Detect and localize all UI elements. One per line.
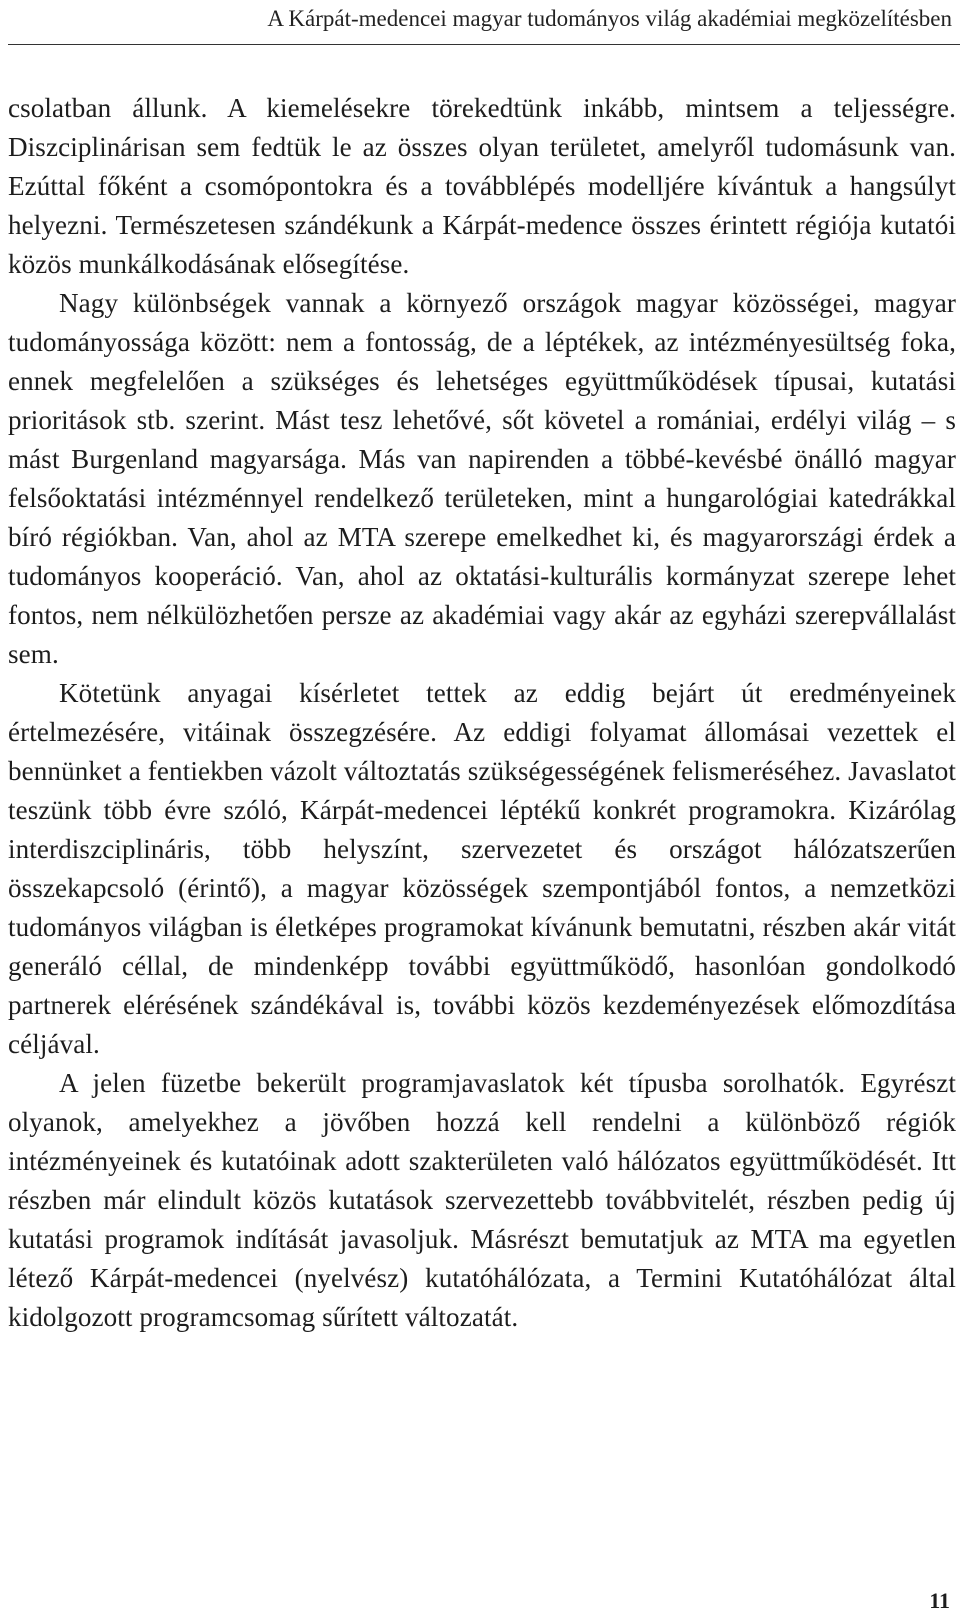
header-rule [8, 44, 960, 45]
paragraph-continued: csolatban állunk. A kiemelésekre törekedtünk inkább, mintsem a teljességre. Diszciplinárisan sem fedtük le az összes olyan területet, amelyről tudomásunk van. Ezúttal főként a csomópontokra és a továbblépés modelljére kívántuk a hangsúlyt helyezni. Természetesen szándékunk a Kárpát-medence összes érintett régiója kutatói közös munkálkodásának elősegítése. [8, 93, 956, 279]
page-number: 11 [929, 1588, 950, 1613]
body-text [8, 89, 956, 1337]
paragraph: Kötetünk anyagai kísérletet tettek az eddig bejárt út eredményeinek értelmezésére, vitáinak összegzésére. Az eddigi folyamat állomásai vezettek el bennünket a fentiekben vázolt változtatás szükségességének felismeréséhez. Javaslatot teszünk több évre szóló, Kárpát-medencei léptékű konkrét programokra. Kizárólag interdiszciplináris, több helyszínt, szervezetet és országot hálózatszerűen összekapcsoló (érintő), a magyar közösségek szempontjából fontos, a nemzetközi tudományos világban is életképes programokat kívánunk bemutatni, részben akár vitát generáló céllal, de mindenképp további együttműködő, hasonlóan gondolkodó partnerek elérésének szándékával is, további közös kezdeményezések előmozdítása céljával. [8, 678, 956, 1059]
paragraph: Nagy különbségek vannak a környező országok magyar közösségei, magyar tudományossága között: nem a fontosság, de a léptékek, az intézményesültség foka, ennek megfelelően a szükséges és lehetséges együttműködések típusai, kutatási prioritások stb. szerint. Mást tesz lehetővé, sőt követel a romániai, erdélyi világ – s mást Burgenland magyarsága. Más van napirenden a többé-kevésbé önálló magyar felsőoktatási intézménnyel rendelkező területeken, mint a hungarológiai katedrákkal bíró régiókban. Van, ahol az MTA szerepe emelkedhet ki, és magyarországi érdek a tudományos kooperáció. Van, ahol az oktatási-kulturális kormányzat szerepe lehet fontos, nem nélkülözhetően persze az akadémiai vagy akár az egyházi szerepvállalást sem. [8, 288, 956, 669]
running-head: A Kárpát-medencei magyar tudományos világ akadémiai megközelítésben [267, 6, 952, 31]
paragraph: A jelen füzetbe bekerült programjavaslatok két típusba sorolhatók. Egyrészt olyanok, amelyekhez a jövőben hozzá kell rendelni a különböző régiók intézményeinek és kutatóinak adott szakterületen való hálózatos együttműködését. Itt részben már elindult közös kutatások szervezettebb továbbvitelét, részben pedig új kutatási programok indítását javasoljuk. Másrészt bemutatjuk az MTA ma egyetlen létező Kárpát-medencei (nyelvész) kutatóhálózata, a Termini Kutatóhálózat által kidolgozott programcsomag sűrített változatát. [8, 1068, 956, 1332]
